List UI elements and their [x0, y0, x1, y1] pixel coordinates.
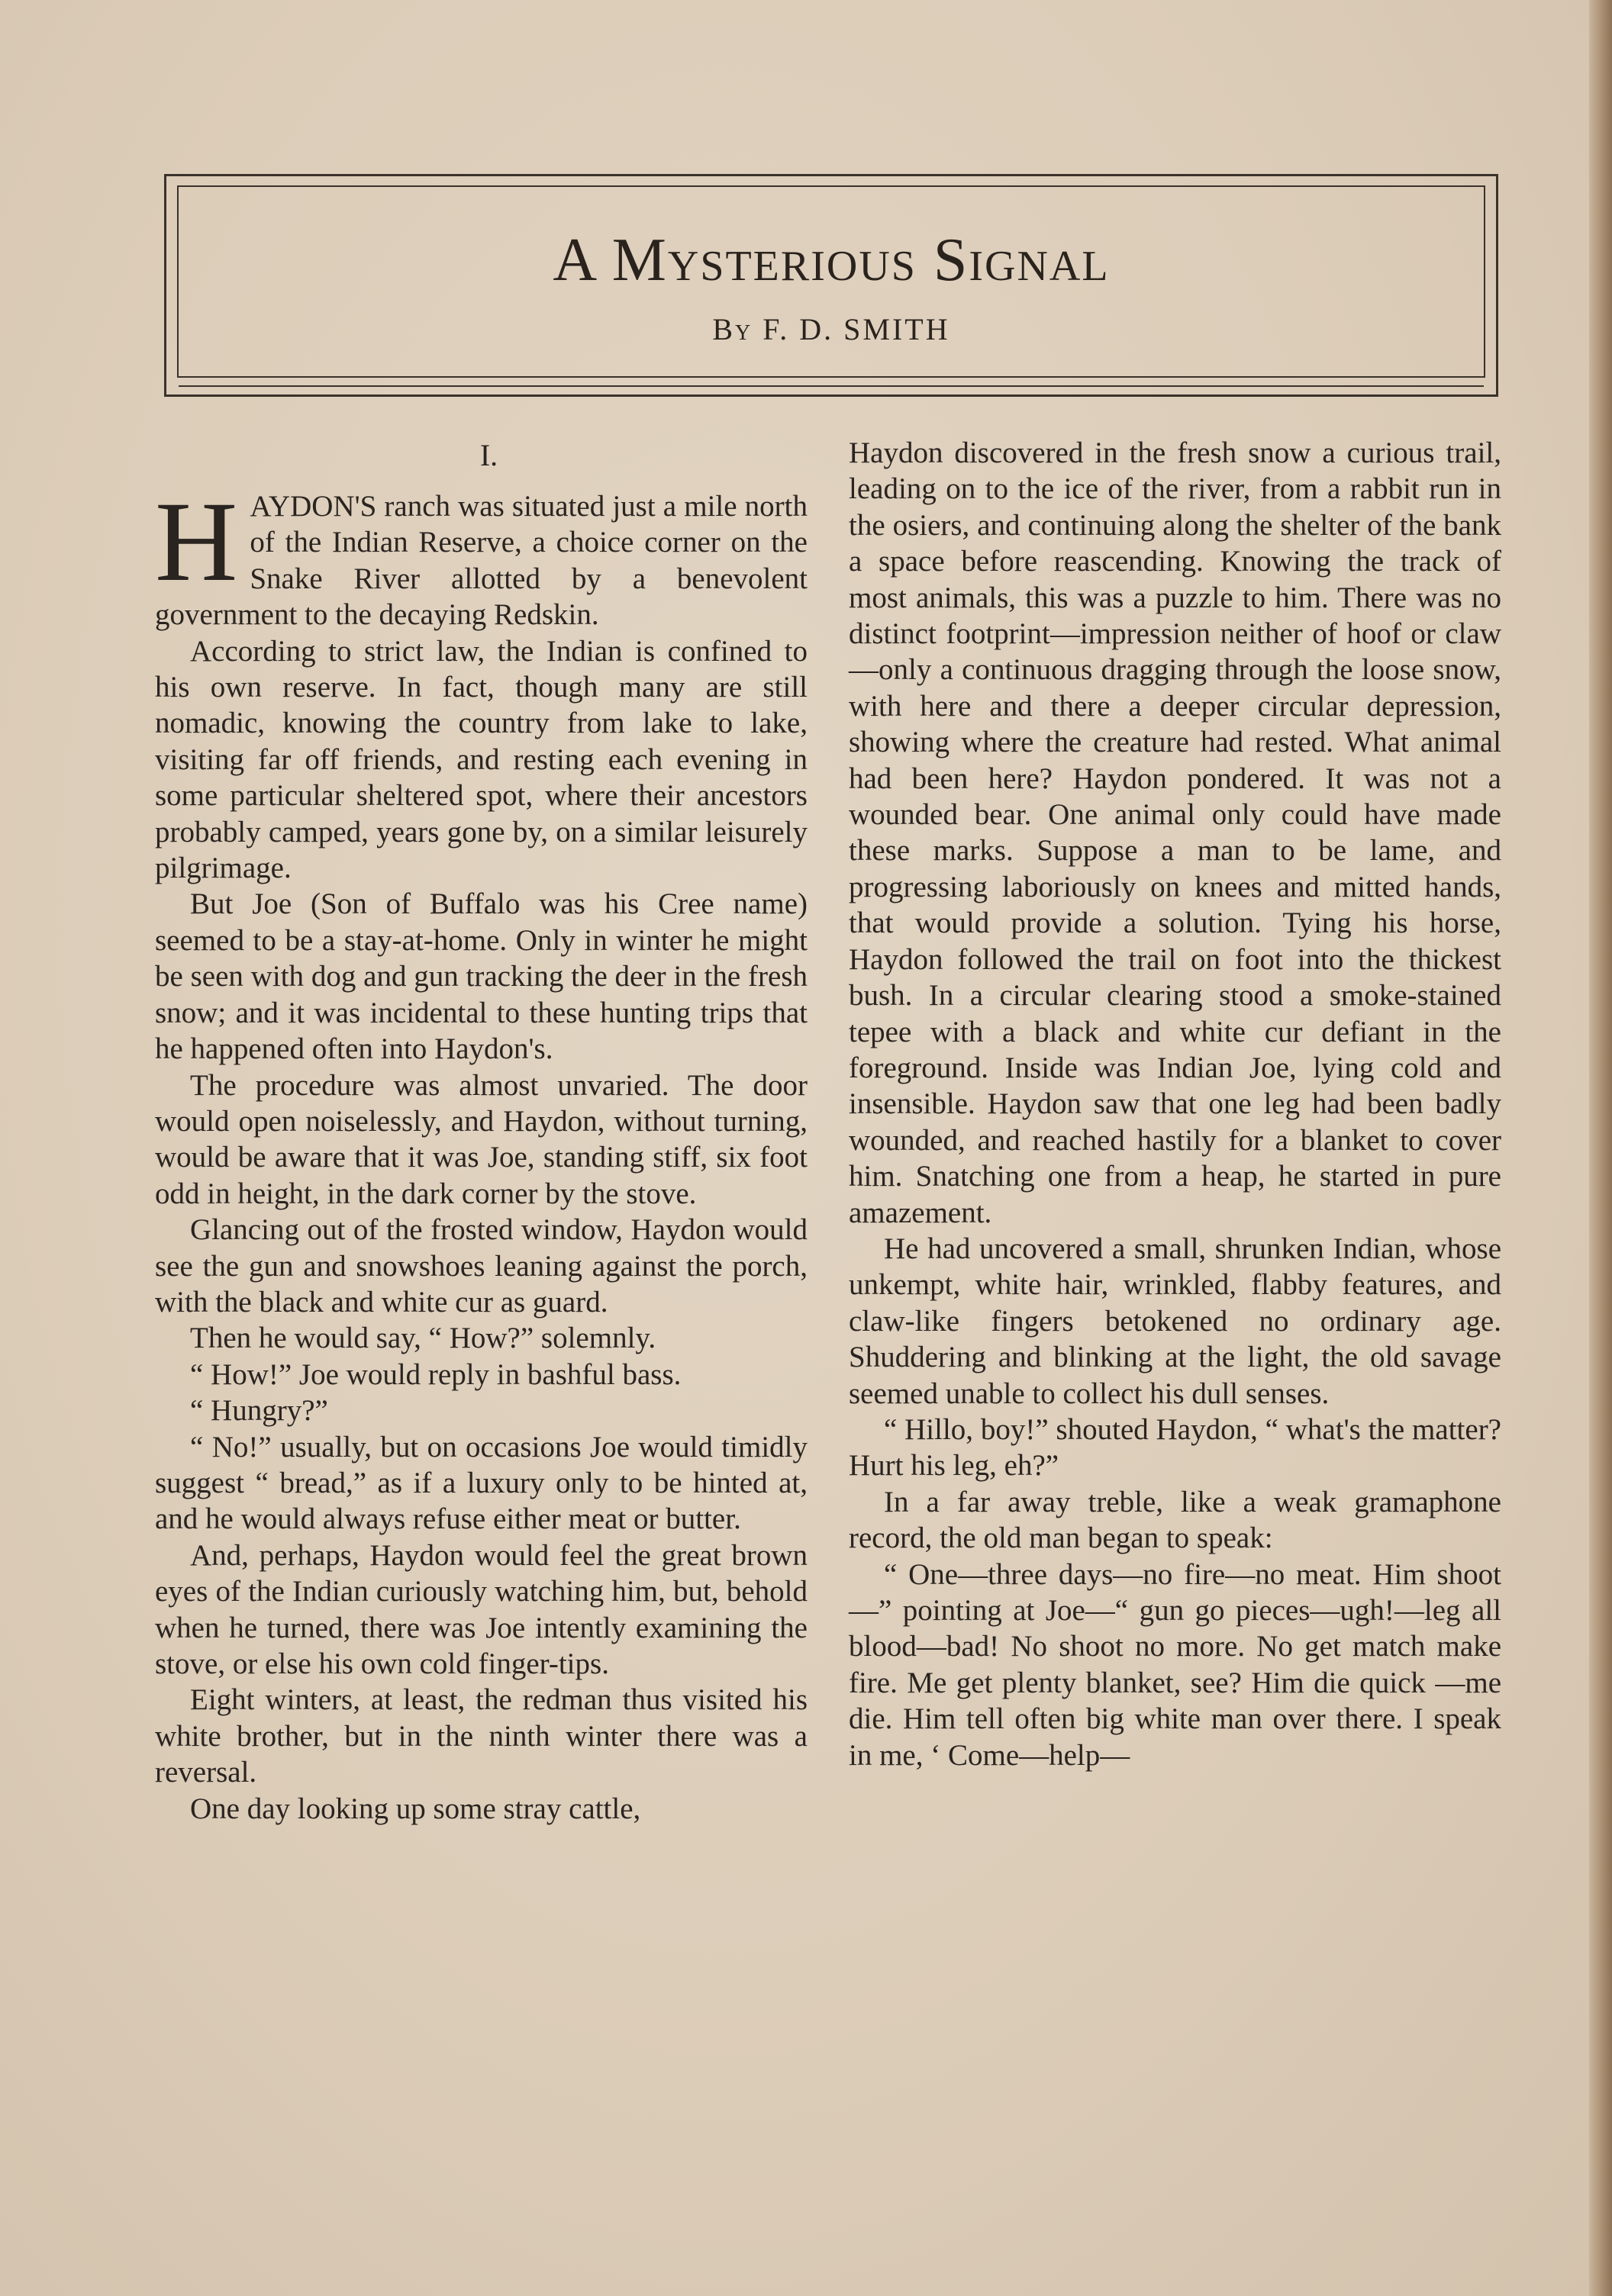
section-number: I.	[479, 438, 498, 472]
paragraph: But Joe (Son of Buffalo was his Cree name) seemed to be a stay-at-home. Only in winter he might be seen with dog and gun tracking the deer in the fresh snow; and it was incidental to these hunting trips that he happened often into Haydon's.	[155, 887, 808, 1066]
right-column	[849, 435, 1501, 1773]
lead-word: AYDON'S	[250, 490, 377, 523]
paragraph: “ Hungry?”	[190, 1394, 328, 1428]
story-byline: By F. D. SMITH	[712, 312, 950, 346]
paragraph: According to strict law, the Indian is confined to his own reserve. In fact, though many are still nomadic, knowing the country from lake to lake, visiting far off friends, and resting each evening in some particular sheltered spot, where their ancestors probably camped, years gone by, on a similar leisurely pilgrimage.	[155, 634, 808, 885]
paragraph: “ No!” usually, but on occasions Joe would timidly suggest “ bread,” as if a luxury only to be hinted at, and he would always refuse either meat or butter.	[155, 1430, 808, 1536]
paragraph: “ How!” Joe would reply in bashful bass.	[190, 1357, 682, 1391]
paragraph: Eight winters, at least, the redman thus visited his white brother, but in the ninth winter there was a reversal.	[155, 1683, 808, 1789]
page-edge	[1589, 0, 1612, 2296]
paragraph: “ Hillo, boy!” shouted Haydon, “ what's the matter? Hurt his leg, eh?”	[849, 1412, 1501, 1483]
paragraph: Then he would say, “ How?” solemnly.	[190, 1322, 656, 1355]
paragraph: Glancing out of the frosted window, Haydon would see the gun and snowshoes leaning against the porch, with the black and white cur as guard.	[155, 1213, 808, 1319]
story-title: A Mysterious Signal	[553, 227, 1110, 294]
paragraph: He had uncovered a small, shrunken Indian, whose unkempt, white hair, wrinkled, flabby features, and claw-like fingers betokened no ordinary age. Shuddering and blinking at the light, the old savage seemed unable to collect his dull senses.	[849, 1232, 1501, 1410]
paragraph: And, perhaps, Haydon would feel the great brown eyes of the Indian curiously watching him, but, behold when he turned, there was Joe intently examining the stove, or else his own cold finger-tips.	[155, 1538, 808, 1680]
drop-cap: H	[155, 478, 238, 605]
paragraph: The procedure was almost unvaried. The door would open noiselessly, and Haydon, without turning, would be aware that it was Joe, standing stiff, six foot odd in height, in the dark corner by the stove.	[155, 1068, 808, 1210]
paragraph: One day looking up some stray cattle,	[190, 1792, 641, 1825]
paragraph: “ One—three days—no fire—no meat. Him shoot—” pointing at Joe—“ gun go pieces—ugh!—leg all blood—bad! No shoot no more. No get match make fire. Me get plenty blanket, see? Him die quick —me die. Him tell often big white man over there. I speak in me, ‘ Come—help—	[849, 1557, 1501, 1772]
paragraph: In a far away treble, like a weak gramaphone record, the old man began to speak:	[849, 1485, 1501, 1555]
title-frame	[164, 174, 1498, 397]
left-column	[155, 435, 808, 1827]
paragraph: Haydon discovered in the fresh snow a curious trail, leading on to the ice of the river, from a rabbit run in the osiers, and continuing along the shelter of the bank a space before reascending. Knowing the track of most animals, this was a puzzle to him. There was no distinct footprint—impression neither of hoof or claw—only a continuous dragging through the loose snow, with here and there a deeper circular depression, showing where the creature had rested. What animal had been here? Haydon pondered. It was not a wounded bear. One animal only could have made these marks. Suppose a man to be lame, and progressing laboriously on knees and mitted hands, that would provide a solution. Tying his horse, Haydon followed the trail on foot into the thickest bush. In a circular clearing stood a smoke-stained tepee with a black and white cur defiant in the foreground. Inside was Indian Joe, lying cold and insensible. Haydon saw that one leg had been badly wounded, and reached hastily for a blanket to cover him. Snatching one from a heap, he started in pure amazement.	[849, 436, 1501, 1229]
paragraph: HAYDON'S ranch was situated just a mile north of the Indian Reserve, a choice corner on the Snake River allotted by a benevolent government to the decaying Redskin.	[155, 478, 808, 632]
